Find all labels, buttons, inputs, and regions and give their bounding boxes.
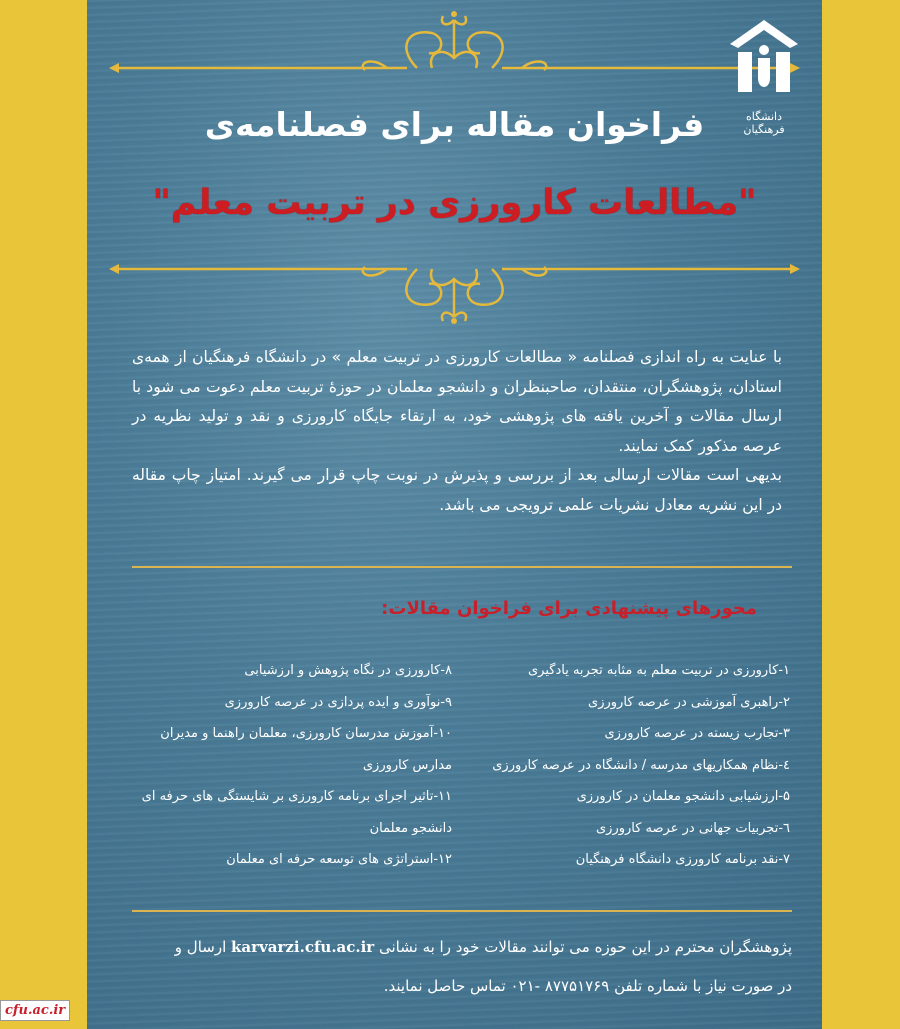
topic-item: ۳-تجارب زیسته در عرصه کارورزی [604,726,790,741]
topic-item: ۱۱-تاثیر اجرای برنامه کارورزی بر شایستگی های حرفه ای [141,789,452,804]
logo-emblem-icon [728,18,800,108]
title-line-2: "مطالعات کارورزی در تربیت معلم" [152,183,757,223]
topic-item: ۱۲-استراتژی های توسعه حرفه ای معلمان [226,852,452,867]
website-badge: cfu.ac.ir [0,1000,70,1021]
topics-heading: محورهای پیشنهادی برای فراخوان مقالات: [381,598,757,619]
footer-line-1 [132,928,792,967]
topics-right-column [470,655,790,876]
intro-paragraph-1: با عنایت به راه اندازی فصلنامه « مطالعات کارورزی در تربیت معلم » در دانشگاه فرهنگیان از همه‌ی استادان، پژوهشگران، منتقدان، صاحبنظران و دانشجو معلمان در حوزهٔ تربیت معلم دعوت می شود با ارسال مقالات و آخرین یافته های پژوهشی خود، به ارتقاء جایگاه کارورزی و نقد و تولید نظریه در عرصه مذکور کمک نمایند. [132,348,782,455]
intro-text [132,343,782,520]
topic-item: دانشجو معلمان [369,820,452,836]
title-line-1: فراخوان مقاله برای فصلنامه‌ی [204,105,705,144]
topic-item: ۹-نوآوری و ایده پردازی در عرصه کارورزی [224,694,452,710]
poster [87,0,822,1029]
topics-left-column [122,655,452,876]
footer-line-1-after: ارسال و [174,938,227,956]
middle-ornament [87,255,822,325]
ornament-flourish-icon [87,8,822,78]
topic-item: مدارس کارورزی [362,757,452,773]
topic-item: ۵-ارزشیابی دانشجو معلمان در کارورزی [576,789,790,804]
intro-paragraph-2: بدیهی است مقالات ارسالی بعد از بررسی و پذیرش در نوبت چاپ قرار می گیرند. امتیاز چاپ مقاله در این نشریه معادل نشریات علمی ترویجی می باشد. [132,466,782,514]
top-ornament [87,8,822,78]
topic-item: ۱۰-آموزش مدرسان کارورزی، معلمان راهنما و مدیران [160,726,452,741]
logo-caption: دانشگاه فرهنگیان [743,110,785,136]
topic-item: ۸-کارورزی در نگاه پژوهش و ارزشیابی [244,663,452,678]
topic-item: ٦-تجربیات جهانی در عرصه کارورزی [595,820,790,836]
topic-item: ۲-راهبری آموزشی در عرصه کارورزی [588,694,790,710]
footer-line-1-before: پژوهشگران محترم در این حوزه می توانند مقالات خود را به نشانی [379,938,792,956]
footer-line-2: در صورت نیاز با شماره تلفن ۸۷۷۵۱۷۶۹ -۰۲۱ تماس حاصل نمایند. [383,977,792,995]
topic-item: ۱-کارورزی در تربیت معلم به مثابه تجربه یادگیری [527,663,790,678]
ornament-flourish-icon [87,255,822,325]
submission-url-link[interactable]: karvarzi.cfu.ac.ir [231,938,375,956]
topic-item: ٤-نظام همکاریهای مدرسه / دانشگاه در عرصه کارورزی [492,757,790,773]
divider [132,566,792,568]
footer-text [132,928,792,1006]
divider [132,910,792,912]
topic-item: ۷-نقد برنامه کارورزی دانشگاه فرهنگیان [575,852,790,867]
